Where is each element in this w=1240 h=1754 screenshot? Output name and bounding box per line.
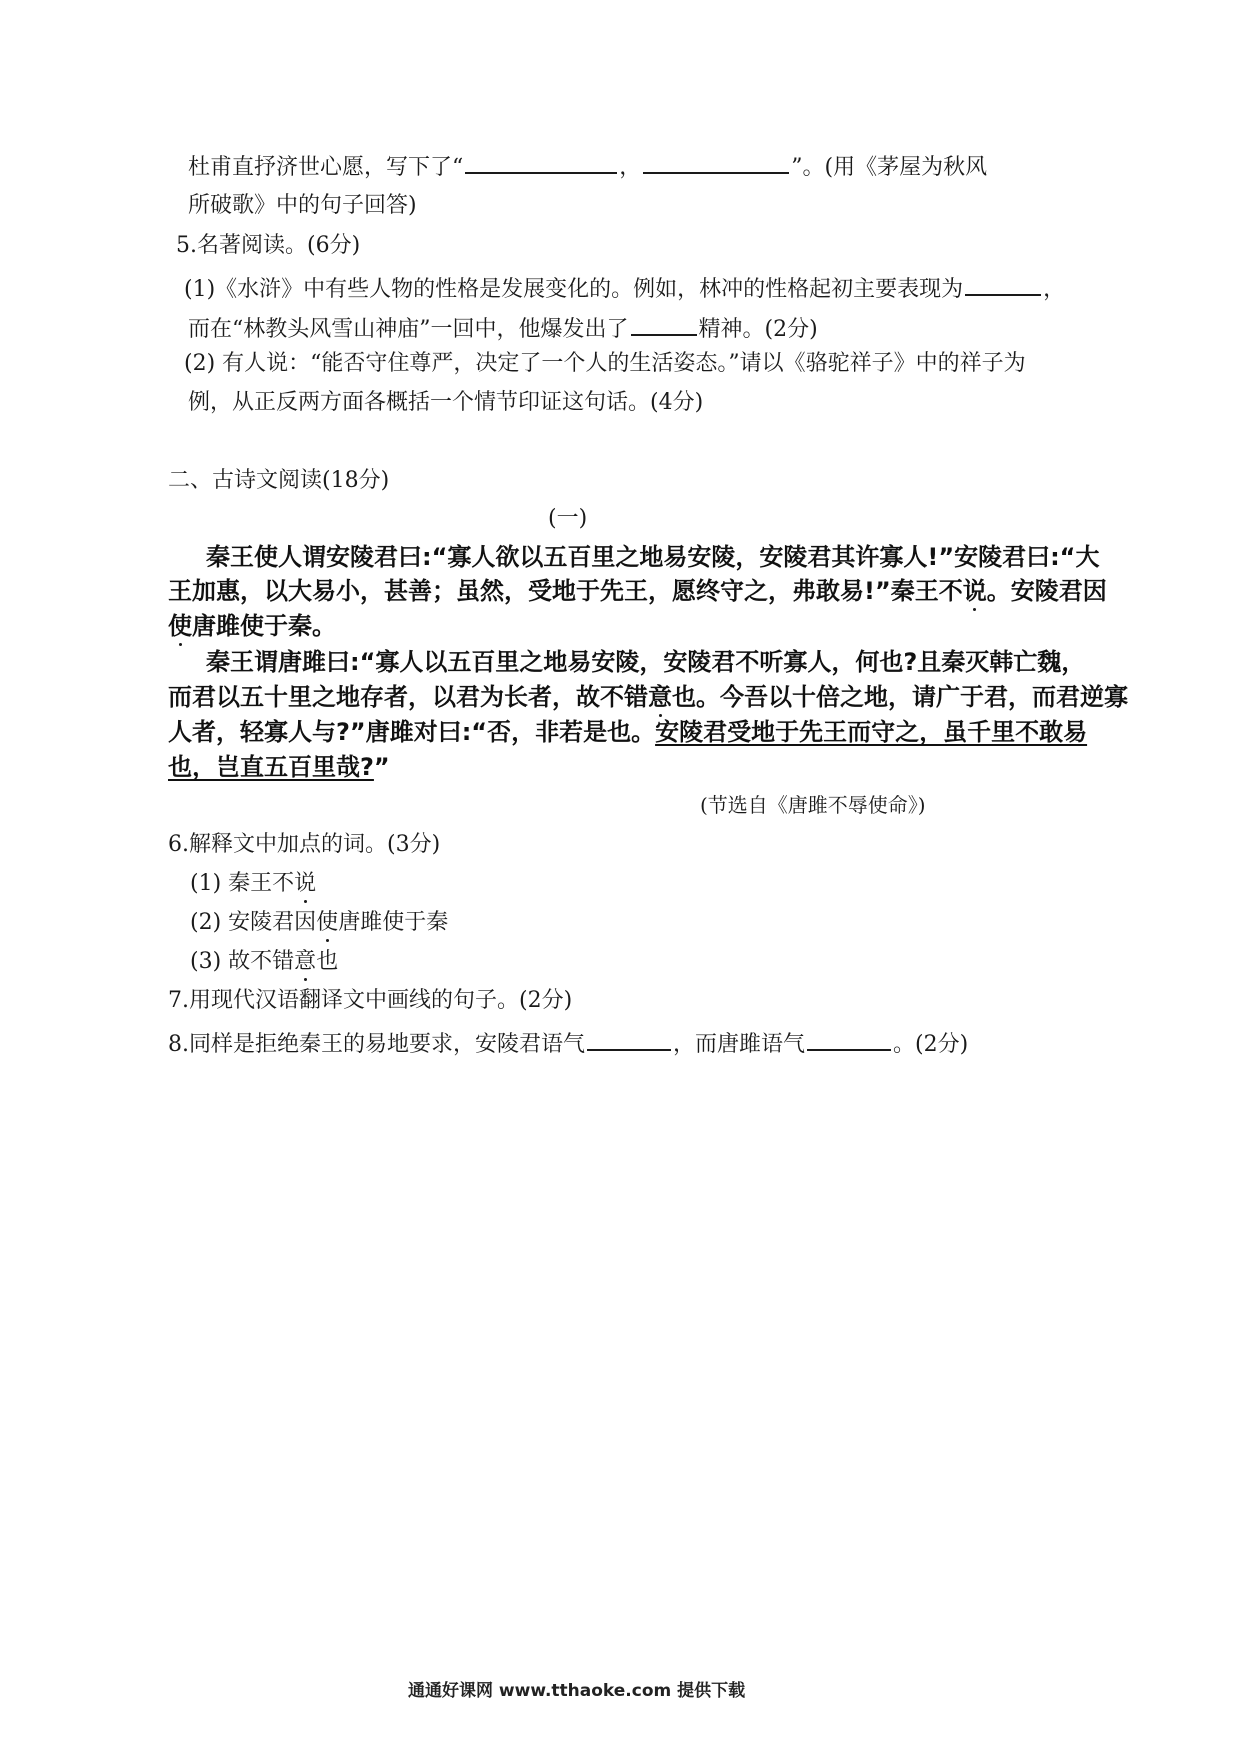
q6-item-text: 唐雎使于秦 bbox=[338, 910, 449, 935]
passage-p2-line-1: 秦王谓唐雎曰:“寡人以五百里之地易安陵，安陵君不听寡人，何也?且秦灭韩亡魏， bbox=[206, 648, 1086, 676]
q4-separator: ， bbox=[619, 155, 642, 180]
dotted-word: 使 bbox=[316, 910, 339, 935]
answer-blank[interactable] bbox=[465, 152, 617, 174]
q6-item-2 bbox=[190, 912, 448, 934]
q5-part1-line-2 bbox=[188, 314, 818, 341]
answer-blank[interactable] bbox=[965, 274, 1041, 296]
passage-text: 王加惠，以大易小，甚善；虽然，受地于先王，愿终守之，弗敢易!”秦王不 bbox=[168, 577, 963, 605]
q6-item-text: 也 bbox=[316, 949, 339, 974]
q5-part1-text-3: 精神。(2分) bbox=[698, 317, 818, 342]
passage-text: 人者，轻寡人与?”唐雎对曰:“否，非若是也。 bbox=[168, 718, 656, 746]
q5-part2-line-1: (2) 有人说：“能否守住尊严，决定了一个人的生活姿态。”请以《骆驼祥子》中的祥子为 bbox=[184, 351, 1026, 376]
q8-text-c: 。(2分) bbox=[893, 1032, 969, 1057]
q8-text-a: 8.同样是拒绝秦王的易地要求，安陵君语气 bbox=[168, 1032, 585, 1057]
underlined-sentence: 也，岂直五百里哉? bbox=[168, 753, 374, 781]
dotted-word: 说 bbox=[962, 577, 987, 605]
underlined-sentence: 安陵君受地于先王而守之，虽千里不敢易 bbox=[655, 718, 1088, 746]
passage-p2-line-2 bbox=[168, 685, 1128, 709]
section-2-subtitle: (一) bbox=[548, 506, 588, 531]
q6-item-text: (1) 秦王不 bbox=[190, 871, 295, 896]
dotted-word: 说 bbox=[294, 871, 317, 896]
section-2-title: 二、古诗文阅读(18分) bbox=[168, 468, 390, 493]
dotted-word: 意 bbox=[648, 683, 672, 711]
q5-part1-text-2: 而在“林教头风雪山神庙”一回中，他爆发出了 bbox=[188, 317, 629, 342]
q8-line bbox=[168, 1029, 968, 1056]
footer-download-note: 通通好课网 www.tthaoke.com 提供下载 bbox=[408, 1681, 746, 1701]
dotted-word: 使 bbox=[168, 612, 192, 640]
q6-item-1 bbox=[190, 873, 316, 895]
q5-part1-comma: ， bbox=[1043, 277, 1066, 302]
q4-text-b: ”。(用《茅屋为秋风 bbox=[791, 155, 988, 180]
passage-text: ” bbox=[373, 753, 390, 781]
q5-part1-line-1 bbox=[184, 274, 1065, 301]
dotted-word: 意 bbox=[294, 949, 317, 974]
q6-item-3 bbox=[190, 951, 338, 973]
q6-title: 6.解释文中加点的词。(3分) bbox=[168, 832, 441, 857]
passage-text: 。安陵君因 bbox=[986, 577, 1107, 605]
q6-item-text: (2) 安陵君因 bbox=[190, 910, 317, 935]
passage-p1-line-1: 秦王使人谓安陵君曰:“寡人欲以五百里之地易安陵，安陵君其许寡人!”安陵君曰:“大 bbox=[206, 543, 1100, 571]
q6-item-text: (3) 故不错 bbox=[190, 949, 295, 974]
passage-source: (节选自《唐雎不辱使命》) bbox=[700, 793, 926, 817]
passage-p1-line-3 bbox=[168, 614, 336, 638]
q5-part1-text: (1)《水浒》中有些人物的性格是发展变化的。例如，林冲的性格起初主要表现为 bbox=[184, 277, 964, 302]
q8-text-b: ，而唐雎语气 bbox=[673, 1032, 806, 1057]
passage-text: 唐雎使于秦。 bbox=[192, 612, 336, 640]
passage-p2-line-3 bbox=[168, 720, 1087, 744]
answer-blank[interactable] bbox=[587, 1029, 671, 1051]
passage-p2-line-4 bbox=[168, 755, 390, 779]
q5-title: 5.名著阅读。(6分) bbox=[176, 233, 361, 258]
answer-blank[interactable] bbox=[643, 152, 789, 174]
q5-part2-line-2: 例，从正反两方面各概括一个情节印证这句话。(4分) bbox=[188, 390, 704, 415]
q7-title: 7.用现代汉语翻译文中画线的句子。(2分) bbox=[168, 988, 573, 1013]
passage-text: 也。今吾以十倍之地，请广于君，而君逆寡 bbox=[672, 683, 1128, 711]
answer-blank[interactable] bbox=[807, 1029, 891, 1051]
q4-text-a: 杜甫直抒济世心愿，写下了“ bbox=[188, 155, 464, 180]
passage-p1-line-2 bbox=[168, 579, 1107, 603]
q4-line-1 bbox=[188, 152, 987, 179]
q4-line-2: 所破歌》中的句子回答) bbox=[188, 193, 417, 218]
answer-blank[interactable] bbox=[631, 314, 697, 336]
passage-text: 而君以五十里之地存者，以君为长者，故不错 bbox=[168, 683, 648, 711]
